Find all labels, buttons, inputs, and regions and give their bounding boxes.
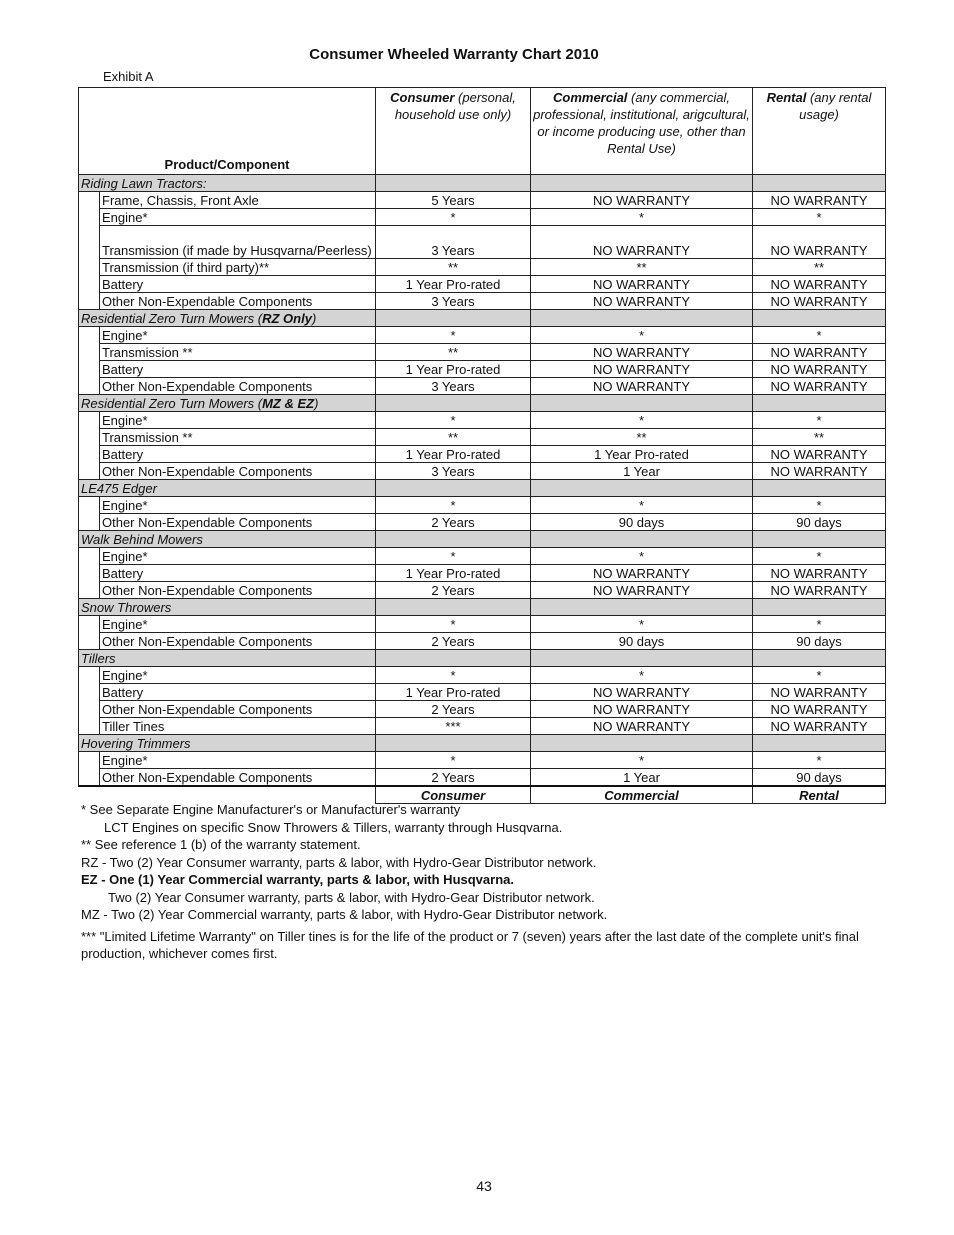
component-cell: Other Non-Expendable Components	[100, 378, 376, 395]
indent-cell	[79, 276, 100, 293]
category-commercial-cell	[531, 599, 753, 616]
rental-cell: NO WARRANTY	[753, 701, 886, 718]
table-row	[79, 293, 886, 310]
consumer-cell: 1 Year Pro-rated	[376, 565, 531, 582]
consumer-cell: *	[376, 327, 531, 344]
category-consumer-cell	[376, 310, 531, 327]
table-row	[79, 769, 886, 787]
commercial-cell: NO WARRANTY	[531, 378, 753, 395]
indent-cell	[79, 259, 100, 276]
rental-cell: 90 days	[753, 514, 886, 531]
commercial-cell: 1 Year	[531, 463, 753, 480]
commercial-cell: *	[531, 616, 753, 633]
consumer-cell: 5 Years	[376, 192, 531, 209]
table-row	[79, 446, 886, 463]
component-cell: Battery	[100, 446, 376, 463]
category-text: Walk Behind Mowers	[81, 531, 203, 547]
category-commercial-cell	[531, 531, 753, 548]
indent-cell	[79, 226, 100, 259]
consumer-cell: **	[376, 429, 531, 446]
rental-cell: NO WARRANTY	[753, 582, 886, 599]
indent-cell	[79, 616, 100, 633]
footer-consumer: Consumer	[376, 786, 531, 804]
category-rental-cell	[753, 310, 886, 327]
consumer-cell: **	[376, 344, 531, 361]
category-row	[79, 175, 886, 192]
component-cell: Battery	[100, 565, 376, 582]
indent-cell	[79, 497, 100, 514]
rental-cell: NO WARRANTY	[753, 565, 886, 582]
component-cell: Engine*	[100, 616, 376, 633]
rental-cell: NO WARRANTY	[753, 361, 886, 378]
component-cell: Transmission (if third party)**	[100, 259, 376, 276]
category-label	[79, 599, 376, 616]
component-cell: Engine*	[100, 327, 376, 344]
consumer-cell: 1 Year Pro-rated	[376, 361, 531, 378]
category-commercial-cell	[531, 480, 753, 497]
consumer-cell: 3 Years	[376, 293, 531, 310]
consumer-cell: 2 Years	[376, 769, 531, 787]
commercial-cell: *	[531, 209, 753, 226]
category-label	[79, 735, 376, 752]
category-label	[79, 395, 376, 412]
rental-cell: *	[753, 209, 886, 226]
commercial-cell: 1 Year	[531, 769, 753, 787]
indent-cell	[79, 752, 100, 769]
component-cell: Engine*	[100, 752, 376, 769]
consumer-cell: 2 Years	[376, 582, 531, 599]
category-commercial-cell	[531, 310, 753, 327]
indent-cell	[79, 582, 100, 599]
category-commercial-cell	[531, 650, 753, 667]
commercial-cell: 90 days	[531, 633, 753, 650]
indent-cell	[79, 684, 100, 701]
consumer-cell: 3 Years	[376, 226, 531, 259]
component-cell: Other Non-Expendable Components	[100, 463, 376, 480]
consumer-cell: *	[376, 667, 531, 684]
category-rental-cell	[753, 599, 886, 616]
indent-cell	[79, 463, 100, 480]
rental-cell: NO WARRANTY	[753, 463, 886, 480]
warranty-table-body	[79, 88, 886, 804]
indent-cell	[79, 446, 100, 463]
category-commercial-cell	[531, 395, 753, 412]
category-model: RZ Only	[262, 310, 312, 326]
note-tiller-tines: *** "Limited Lifetime Warranty" on Tiller tines is for the life of the product or 7 (seven) years after the last date of the complete unit's final production, whichever comes first.	[81, 928, 859, 961]
category-consumer-cell	[376, 175, 531, 192]
component-cell: Other Non-Expendable Components	[100, 769, 376, 787]
note-engine: * See Separate Engine Manufacturer's or Manufacturer's warranty	[81, 802, 461, 817]
indent-cell	[79, 412, 100, 429]
table-row	[79, 276, 886, 293]
indent-cell	[79, 293, 100, 310]
rental-cell: *	[753, 548, 886, 565]
commercial-cell: NO WARRANTY	[531, 192, 753, 209]
product-header: Product/Component	[79, 88, 376, 175]
category-consumer-cell	[376, 650, 531, 667]
commercial-cell: *	[531, 548, 753, 565]
indent-cell	[79, 718, 100, 735]
table-row	[79, 667, 886, 684]
indent-cell	[79, 429, 100, 446]
category-commercial-cell	[531, 735, 753, 752]
commercial-cell: *	[531, 667, 753, 684]
rental-cell: *	[753, 327, 886, 344]
table-row	[79, 718, 886, 735]
rental-cell: 90 days	[753, 633, 886, 650]
table-row	[79, 514, 886, 531]
indent-cell	[79, 565, 100, 582]
indent-cell	[79, 378, 100, 395]
rental-cell: NO WARRANTY	[753, 718, 886, 735]
category-label	[79, 480, 376, 497]
category-row	[79, 599, 886, 616]
component-cell: Engine*	[100, 412, 376, 429]
category-text: Residential Zero Turn Mowers (	[81, 310, 263, 326]
rental-cell: **	[753, 259, 886, 276]
indent-cell	[79, 701, 100, 718]
rental-cell: *	[753, 667, 886, 684]
rental-cell: NO WARRANTY	[753, 344, 886, 361]
note-ez-consumer: Two (2) Year Consumer warranty, parts & labor, with Hydro-Gear Distributor network.	[108, 889, 595, 905]
category-row	[79, 310, 886, 327]
rental-cell: NO WARRANTY	[753, 293, 886, 310]
component-cell: Other Non-Expendable Components	[100, 293, 376, 310]
footer-rental: Rental	[753, 786, 886, 804]
table-row	[79, 361, 886, 378]
indent-cell	[79, 361, 100, 378]
commercial-cell: *	[531, 327, 753, 344]
category-text-end: )	[314, 395, 319, 411]
commercial-cell: **	[531, 429, 753, 446]
consumer-cell: 1 Year Pro-rated	[376, 276, 531, 293]
category-label	[79, 175, 376, 192]
indent-cell	[79, 633, 100, 650]
commercial-cell: NO WARRANTY	[531, 226, 753, 259]
category-model: MZ & EZ	[262, 395, 315, 411]
note-mz: MZ - Two (2) Year Commercial warranty, parts & labor, with Hydro-Gear Distributor network.	[81, 907, 608, 922]
table-row	[79, 548, 886, 565]
component-cell: Battery	[100, 684, 376, 701]
commercial-header: Commercial (any commercial, professional, institutional, arigcultural, or income producing use, other than Rental Use)	[531, 88, 753, 175]
commercial-cell: 90 days	[531, 514, 753, 531]
category-consumer-cell	[376, 480, 531, 497]
table-row	[79, 259, 886, 276]
indent-cell	[79, 667, 100, 684]
indent-cell	[79, 769, 100, 787]
category-consumer-cell	[376, 599, 531, 616]
component-cell: Transmission (if made by Husqvarna/Peerless)	[100, 226, 376, 259]
indent-cell	[79, 344, 100, 361]
consumer-cell: *	[376, 209, 531, 226]
consumer-cell: 1 Year Pro-rated	[376, 446, 531, 463]
category-consumer-cell	[376, 395, 531, 412]
footer-commercial: Commercial	[531, 786, 753, 804]
commercial-cell: *	[531, 752, 753, 769]
category-label	[79, 650, 376, 667]
indent-cell	[79, 327, 100, 344]
rental-cell: 90 days	[753, 769, 886, 787]
consumer-cell: 3 Years	[376, 463, 531, 480]
table-row	[79, 209, 886, 226]
indent-cell	[79, 209, 100, 226]
category-rental-cell	[753, 735, 886, 752]
component-cell: Other Non-Expendable Components	[100, 582, 376, 599]
rental-cell: *	[753, 752, 886, 769]
category-consumer-cell	[376, 735, 531, 752]
table-row	[79, 378, 886, 395]
table-row	[79, 463, 886, 480]
category-row	[79, 650, 886, 667]
category-text: Snow Throwers	[81, 599, 172, 615]
table-row	[79, 565, 886, 582]
consumer-cell: 2 Years	[376, 701, 531, 718]
table-row	[79, 327, 886, 344]
rental-cell: NO WARRANTY	[753, 378, 886, 395]
commercial-cell: *	[531, 412, 753, 429]
consumer-cell: *	[376, 752, 531, 769]
commercial-cell: NO WARRANTY	[531, 718, 753, 735]
page-title: Consumer Wheeled Warranty Chart 2010	[309, 46, 599, 63]
category-rental-cell	[753, 175, 886, 192]
table-row	[79, 412, 886, 429]
consumer-cell: **	[376, 259, 531, 276]
rental-header: Rental (any rental usage)	[753, 88, 886, 175]
table-row	[79, 684, 886, 701]
consumer-cell: ***	[376, 718, 531, 735]
table-row	[79, 582, 886, 599]
commercial-cell: NO WARRANTY	[531, 361, 753, 378]
warranty-table	[78, 87, 886, 804]
table-header-row	[79, 88, 886, 175]
indent-cell	[79, 514, 100, 531]
category-text-end: )	[311, 310, 317, 326]
note-lct-engines: LCT Engines on specific Snow Throwers & Tillers, warranty through Husqvarna.	[104, 819, 563, 835]
category-text: LE475 Edger	[81, 480, 157, 496]
commercial-cell: NO WARRANTY	[531, 293, 753, 310]
category-row	[79, 531, 886, 548]
table-row	[79, 429, 886, 446]
exhibit-label: Exhibit A	[103, 69, 154, 84]
component-cell: Transmission **	[100, 344, 376, 361]
table-row	[79, 497, 886, 514]
rental-cell: NO WARRANTY	[753, 226, 886, 259]
rental-cell: *	[753, 616, 886, 633]
component-cell: Frame, Chassis, Front Axle	[100, 192, 376, 209]
rental-cell: NO WARRANTY	[753, 446, 886, 463]
table-row	[79, 633, 886, 650]
commercial-cell: NO WARRANTY	[531, 565, 753, 582]
note-rz: RZ - Two (2) Year Consumer warranty, parts & labor, with Hydro-Gear Distributor network.	[81, 854, 597, 870]
component-cell: Engine*	[100, 497, 376, 514]
component-cell: Battery	[100, 361, 376, 378]
table-row	[79, 192, 886, 209]
commercial-cell: *	[531, 497, 753, 514]
component-cell: Other Non-Expendable Components	[100, 701, 376, 718]
component-cell: Other Non-Expendable Components	[100, 633, 376, 650]
category-row	[79, 480, 886, 497]
consumer-cell: 2 Years	[376, 633, 531, 650]
consumer-cell: *	[376, 616, 531, 633]
category-rental-cell	[753, 395, 886, 412]
consumer-cell: *	[376, 412, 531, 429]
commercial-cell: 1 Year Pro-rated	[531, 446, 753, 463]
category-rental-cell	[753, 650, 886, 667]
consumer-cell: *	[376, 548, 531, 565]
indent-cell	[79, 548, 100, 565]
component-cell: Transmission **	[100, 429, 376, 446]
consumer-cell: 3 Years	[376, 378, 531, 395]
commercial-cell: NO WARRANTY	[531, 684, 753, 701]
footnotes	[81, 801, 891, 963]
consumer-header: Consumer (personal, household use only)	[376, 88, 531, 175]
consumer-cell: 2 Years	[376, 514, 531, 531]
rental-cell: **	[753, 429, 886, 446]
component-cell: Tiller Tines	[100, 718, 376, 735]
note-reference: ** See reference 1 (b) of the warranty statement.	[81, 837, 361, 852]
consumer-cell: *	[376, 497, 531, 514]
component-cell: Engine*	[100, 548, 376, 565]
note-ez: EZ - One (1) Year Commercial warranty, parts & labor, with Husqvarna.	[81, 872, 514, 887]
table-row	[79, 752, 886, 769]
category-label	[79, 531, 376, 548]
category-rental-cell	[753, 531, 886, 548]
category-row	[79, 735, 886, 752]
indent-cell	[79, 192, 100, 209]
rental-cell: *	[753, 412, 886, 429]
category-text: Residential Zero Turn Mowers (	[81, 395, 263, 411]
component-cell: Battery	[100, 276, 376, 293]
category-text: Riding Lawn Tractors:	[81, 175, 207, 191]
commercial-cell: NO WARRANTY	[531, 701, 753, 718]
rental-cell: NO WARRANTY	[753, 192, 886, 209]
category-row	[79, 395, 886, 412]
component-cell: Other Non-Expendable Components	[100, 514, 376, 531]
rental-cell: *	[753, 497, 886, 514]
category-text: Tillers	[81, 650, 116, 666]
commercial-cell: NO WARRANTY	[531, 582, 753, 599]
component-cell: Engine*	[100, 209, 376, 226]
category-label	[79, 310, 376, 327]
table-row	[79, 344, 886, 361]
commercial-cell: NO WARRANTY	[531, 344, 753, 361]
rental-cell: NO WARRANTY	[753, 684, 886, 701]
table-row	[79, 226, 886, 259]
commercial-cell: **	[531, 259, 753, 276]
category-text: Hovering Trimmers	[81, 735, 191, 751]
component-cell: Engine*	[100, 667, 376, 684]
category-commercial-cell	[531, 175, 753, 192]
table-row	[79, 616, 886, 633]
rental-cell: NO WARRANTY	[753, 276, 886, 293]
table-row	[79, 701, 886, 718]
page-number: 43	[476, 1178, 492, 1194]
category-consumer-cell	[376, 531, 531, 548]
consumer-cell: 1 Year Pro-rated	[376, 684, 531, 701]
commercial-cell: NO WARRANTY	[531, 276, 753, 293]
category-rental-cell	[753, 480, 886, 497]
